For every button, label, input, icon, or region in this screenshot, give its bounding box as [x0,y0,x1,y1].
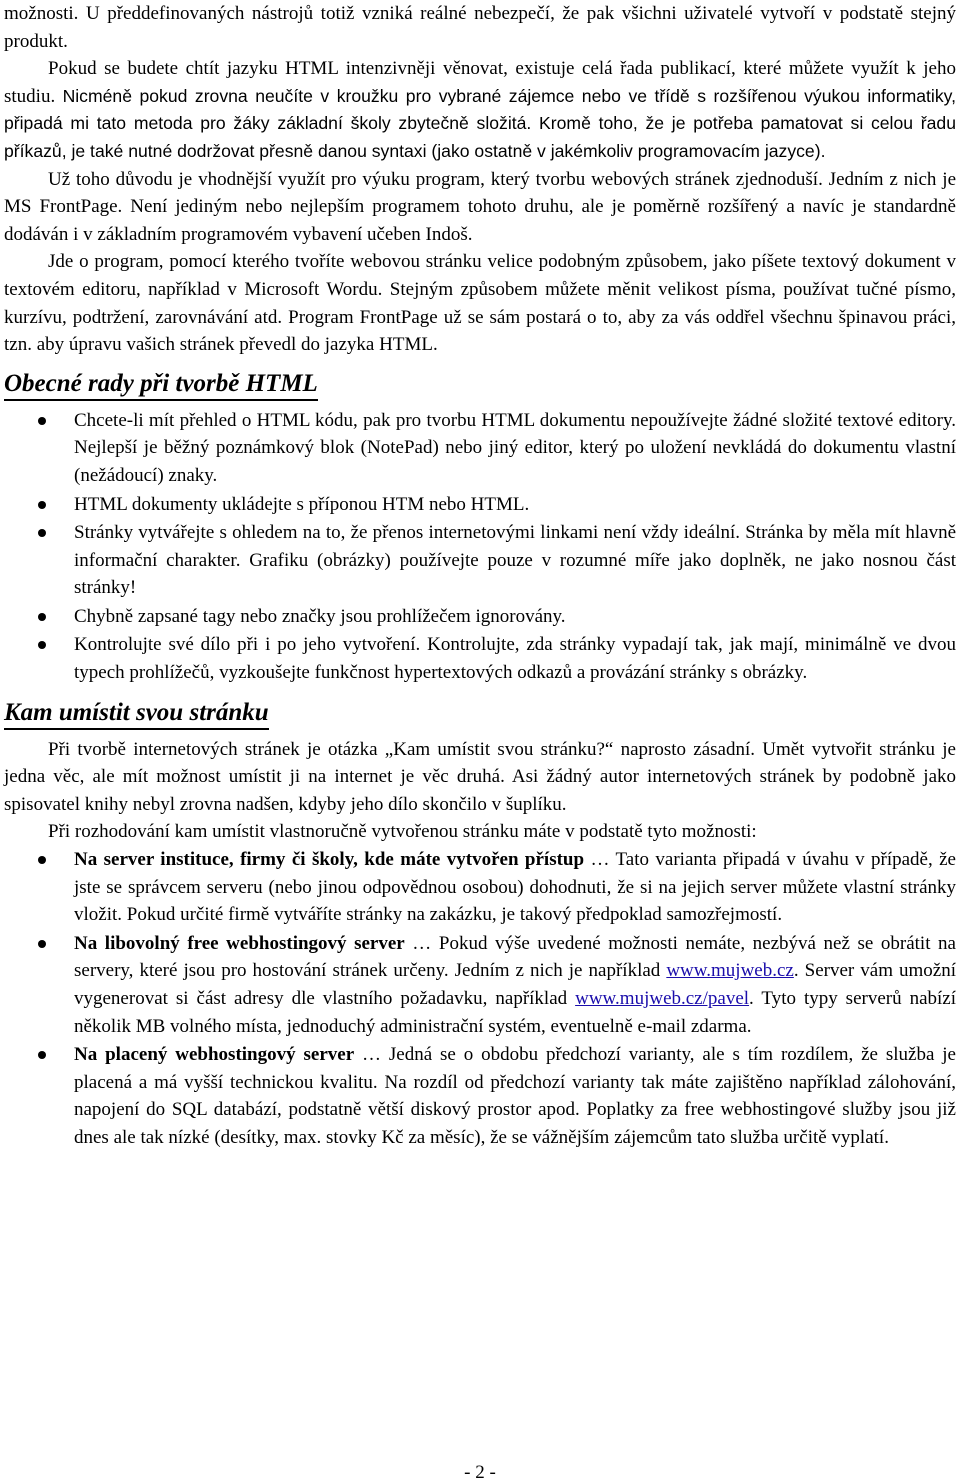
bullet-icon [38,641,46,649]
paragraph-intro-3-a: Už toho důvodu je vhodnější využít pro výuku program, který tvorbu webových stránek zjednoduší. Jedním z nich je MS FrontPage. [4,168,956,218]
list-item [4,930,956,1040]
general-tips-list [4,407,956,687]
mujweb-link[interactable]: www.mujweb.cz [666,960,794,982]
list-item-text: HTML dokumenty ukládejte s příponou HTM nebo HTML. [74,493,530,515]
list-item-text: Chcete-li mít přehled o HTML kódu, pak pro tvorbu HTML dokumentu nepoužívejte žádné složité textové editory. Nejlepší je běžný poznámkový blok (NotePad) nebo jiný editor, který po uložení nevkládá do dokumentu vlastní (nežádoucí) znaky. [74,409,956,486]
heading-general-tips: Obecné rady při tvorbě HTML [4,369,318,401]
option-title: Na libovolný free webhostingový server [74,932,405,954]
page-number: - 2 - [464,1462,496,1483]
option-text: … Pokud výše uvedené možnosti nemáte, nezbývá než se obrátit na servery, které jsou pro hostování stránek určeny. Jedním z nich je například [74,932,956,982]
option-title: Na server instituce, firmy či školy, kde máte vytvořen přístup [74,849,585,871]
placement-options-list [4,846,956,1152]
paragraph-intro-3 [4,166,956,249]
option-text: . Server vám umožní vygenerovat si část adresy dle vlastního požadavku, například [74,960,956,1009]
heading-where-to-place: Kam umístit svou stránku [4,698,269,730]
list-item [4,846,956,929]
list-item [4,519,956,602]
list-item-text: Chybně zapsané tagy nebo značky jsou prohlížečem ignorovány. [74,605,566,627]
paragraph-intro-4: Jde o program, pomocí kterého tvoříte webovou stránku velice podobným způsobem, jako píšete textový dokument v textovém editoru, například v Microsoft Wordu. Stejným způsobem můžete měnit velikost písma, používat tučné písmo, kurzívu, podtržení, zarovnávání atd. Program FrontPage už se sám postará o to, aby za vás oddřel všechnu špinavou práci, tzn. aby úpravu vašich stránek převedl do jazyka HTML. [4,251,956,356]
option-text: . Tyto typy serverů nabízí několik MB volného místa, jednoduchý administrační systém, eventuelně e-mail zdarma. [74,988,956,1037]
list-item-text: Stránky vytvářejte s ohledem na to, že přenos internetovými linkami není vždy ideální. Stránka by měla mít hlavně informační charakter. Grafiku (obrázky) používejte pouze v rozumné míře jako doplněk, ne jako nosnou část stránky! [74,522,956,599]
bullet-icon [38,529,46,537]
list-item [4,603,956,631]
option-text: … Jedná se o obdobu předchozí varianty, ale s tím rozdílem, že služba je placená a má vyšší technickou kvalitu. Na rozdíl od předchozí varianty tak máte zajištěno například zálohování, napojení do SQL databází, podstatně větší diskový prostor apod. Poplatky za free webhostingové služby jsou již dnes ale tak nízké (desítky, max. stovky Kč za měsíc), že se vážnějším zájemcům tato služba určitě vyplatí. [74,1044,956,1148]
paragraph-intro-2-a: Pokud se budete chtít jazyku HTML intenzivněji věnovat, existuje celá řada publikací, které můžete využít k jeho studiu. [4,58,956,107]
list-item [4,407,956,490]
bullet-icon [38,940,46,948]
bullet-icon [38,613,46,621]
paragraph-placement-2: Při rozhodování kam umístit vlastnoručně vytvořenou stránku máte v podstatě tyto možnosti: [48,821,757,843]
paragraph-intro-1: možnosti. U předdefinovaných nástrojů totiž vzniká reálné nebezpečí, že pak všichni uživatelé vytvoří v podstatě stejný produkt. [4,3,956,52]
document-page [4,0,956,1153]
paragraph-intro-2 [4,55,956,165]
bullet-icon [38,501,46,509]
bullet-icon [38,1051,46,1059]
paragraph-intro-2-b: Nicméně pokud zrovna neučíte v kroužku pro vybrané zájemce nebo ve třídě s rozšířenou výukou informatiky, připadá mi tato metoda pro žáky základní školy zbytečně složitá. Kromě toho, že je potřeba pamatovat si celou řadu příkazů, je také nutné dodržovat přesně danou syntaxi (jako ostatně v jakémkoliv programovacím jazyce). [4,85,956,161]
bullet-icon [38,856,46,864]
paragraph-intro-3-b: Není jediným nebo nejlepším programem tohoto druhu, ale je poměrně rozšířený a navíc je standardně dodáván i v základním programovém vybavení učeben Indoš. [4,196,956,245]
list-item [4,631,956,686]
option-text: … Tato varianta připadá v úvahu v případě, že jste se správcem serveru (nebo jinou odpovědnou osobou) dohodnuti, že si na jejich server můžete vlastní stránky vložit. Pokud určité firmě vytváříte stránky na zakázku, je takový předpoklad samozřejmostí. [74,849,956,926]
bullet-icon [38,417,46,425]
option-title: Na placený webhostingový server [74,1044,355,1066]
list-item-text: Kontrolujte své dílo při i po jeho vytvoření. Kontrolujte, zda stránky vypadají tak, jak mají, minimálně ve dvou typech prohlížečů, vyzkoušejte funkčnost hypertextových odkazů a provázání stránky s obrázky. [74,634,956,684]
mujweb-pavel-link[interactable]: www.mujweb.cz/pavel [575,988,750,1009]
list-item [4,1041,956,1151]
paragraph-placement-1: Při tvorbě internetových stránek je otázka „Kam umístit svou stránku?“ naprosto zásadní. Umět vytvořit stránku je jedna věc, ale mít možnost umístit ji na internet je věc druhá. Asi žádný autor internetových stránek by podobně jako spisovatel knihy nebyl zrovna nadšen, kdyby jeho dílo skončilo v šuplíku. [4,738,956,815]
list-item [4,491,956,519]
